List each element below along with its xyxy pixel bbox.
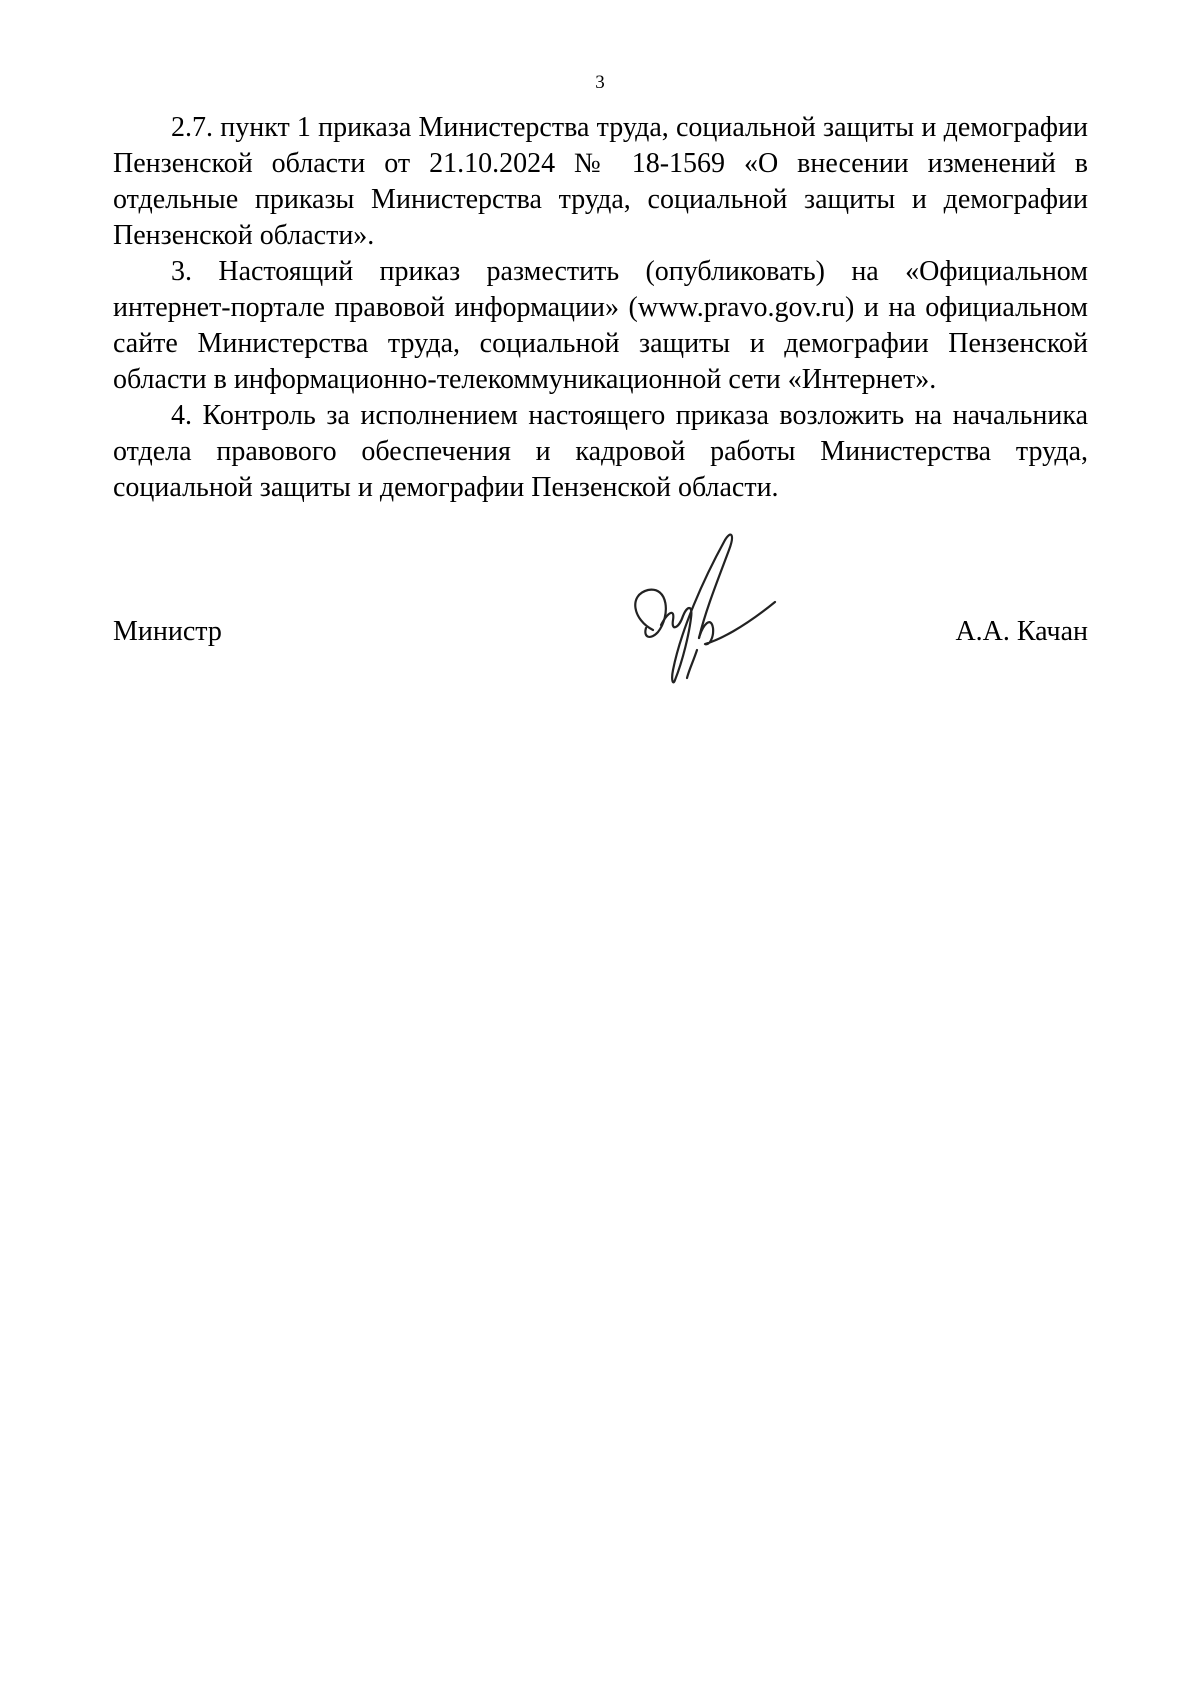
document-body xyxy=(113,110,1088,506)
signatory-position: Министр xyxy=(113,616,222,647)
handwritten-signature-icon xyxy=(613,520,793,710)
signature-block xyxy=(113,600,1088,710)
page-number: 3 xyxy=(595,72,605,93)
paragraph-3: 3. Настоящий приказ разместить (опубликовать) на «Официальном интернет-портале правовой информации» (www.pravo.gov.ru) и на официальном сайте Министерства труда, социальной защиты и демографии Пензенской области в информационно-телекоммуникационной сети «Интернет». xyxy=(113,256,1088,395)
paragraph-2-7: 2.7. пункт 1 приказа Министерства труда, социальной защиты и демографии Пензенской области от 21.10.2024 № 18-1569 «О внесении изменений в отдельные приказы Министерства труда, социальной защиты и демографии Пензенской области». xyxy=(113,112,1088,251)
paragraph-4: 4. Контроль за исполнением настоящего приказа возложить на начальника отдела правового обеспечения и кадровой работы Министерства труда, социальной защиты и демографии Пензенской области. xyxy=(113,400,1088,503)
signatory-name: А.А. Качан xyxy=(955,616,1088,647)
